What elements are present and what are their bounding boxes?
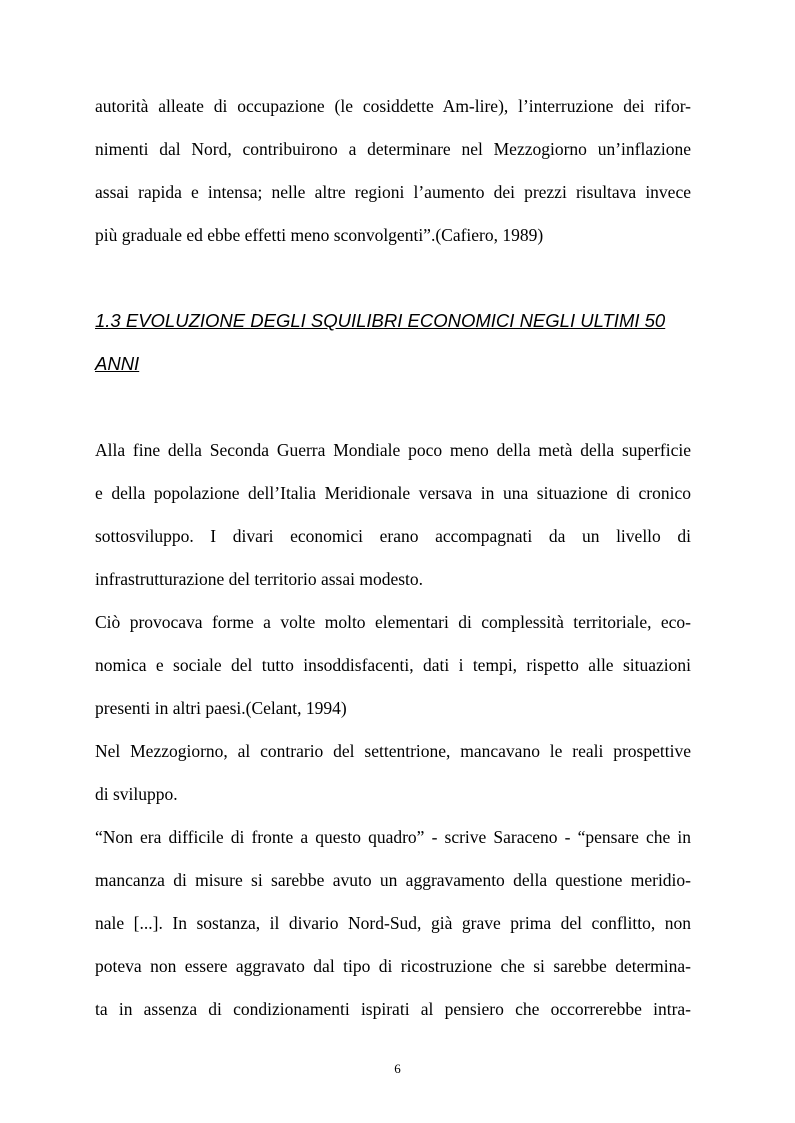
text-line: autorità alleate di occupazione (le cosiddette Am-lire), l’interruzione dei rifor- (95, 96, 691, 116)
text-line: nale [...]. In sostanza, il divario Nord-Sud, già grave prima del conflitto, non (95, 913, 691, 933)
text-line: Nel Mezzogiorno, al contrario del settentrione, mancavano le reali prospettive (95, 741, 691, 761)
section-heading-continued: ANNI (95, 353, 140, 374)
text-line: Alla fine della Seconda Guerra Mondiale poco meno della metà della superficie (95, 440, 691, 460)
text-line: poteva non essere aggravato dal tipo di ricostruzione che si sarebbe determina- (95, 956, 691, 976)
text-line: sottosviluppo. I divari economici erano accompagnati da un livello di (95, 526, 691, 546)
text-line: assai rapida e intensa; nelle altre regioni l’aumento dei prezzi risultava invece (95, 182, 691, 202)
page-number: 6 (394, 1061, 401, 1076)
text-line: presenti in altri paesi.(Celant, 1994) (95, 698, 347, 718)
text-line: più graduale ed ebbe effetti meno sconvolgenti”.(Cafiero, 1989) (95, 225, 544, 245)
text-line: infrastrutturazione del territorio assai modesto. (95, 569, 424, 589)
text-line: “Non era difficile di fronte a questo quadro” - scrive Saraceno - “pensare che in (95, 827, 691, 847)
section-heading: 1.3 EVOLUZIONE DEGLI SQUILIBRI ECONOMICI NEGLI ULTIMI 50 (95, 310, 666, 331)
text-line: ta in assenza di condizionamenti ispirati al pensiero che occorrerebbe intra- (95, 999, 691, 1019)
text-line: e della popolazione dell’Italia Meridionale versava in una situazione di cronico (95, 483, 691, 503)
text-line: nomica e sociale del tutto insoddisfacenti, dati i tempi, rispetto alle situazioni (95, 655, 691, 675)
text-line: di sviluppo. (95, 784, 178, 804)
text-line: nimenti dal Nord, contribuirono a determinare nel Mezzogiorno un’inflazione (95, 139, 691, 159)
text-line: mancanza di misure si sarebbe avuto un aggravamento della questione meridio- (95, 870, 691, 890)
text-line: Ciò provocava forme a volte molto elementari di complessità territoriale, eco- (95, 612, 691, 632)
